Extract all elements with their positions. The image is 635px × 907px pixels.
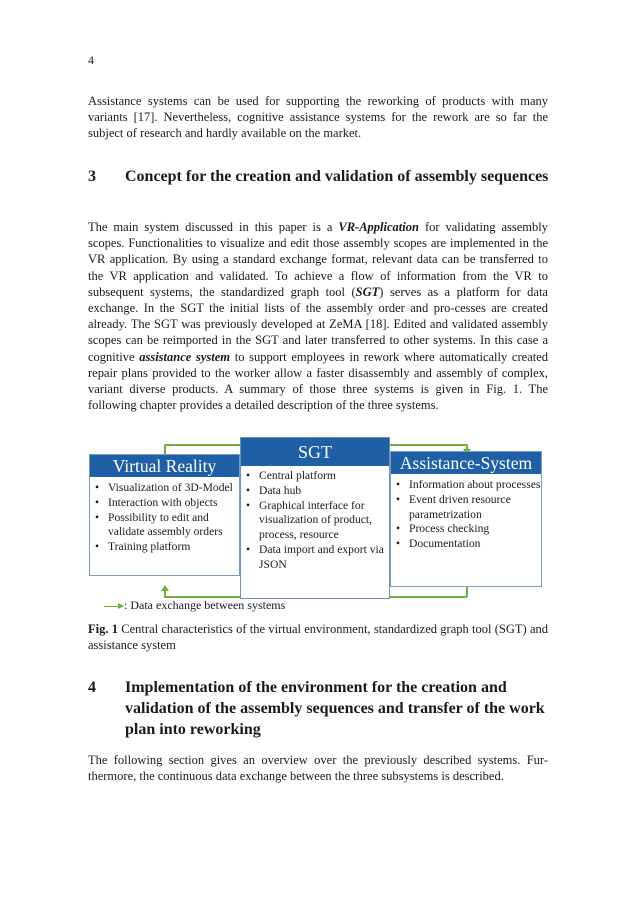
list-item: • Possibility to edit and validate assembly orders [108, 511, 239, 541]
assistance-system-term: assistance system [139, 349, 231, 364]
vr-application-term: VR-Application [338, 220, 419, 234]
section-3-number: 3 [88, 168, 96, 185]
arrow-sgt-to-vr-vertical [164, 590, 166, 597]
list-item: • Documentation [409, 537, 541, 552]
list-item: • Information about processes [409, 478, 541, 493]
paragraph-text: ) serves as a platform for data exchange. In the SGT the initial lists of the assembly order and pro-cesses are created already. The SGT was previously developed at ZeMA [18]. Edited and validated assembly scopes can be reimported in the SGT and later transferred to other systems. In this case a cognitive [88, 284, 548, 364]
sgt-box [240, 437, 390, 599]
section-3-paragraph [88, 219, 548, 413]
section-4-heading [88, 677, 558, 740]
figure-caption [88, 621, 548, 653]
paragraph-text: to support employees in rework where automatically created repair plans provided to the worker allow a faster disassembly and assembly of complex, variant diverse products. A summary of those three systems is given in Fig. 1. The following chapter provides a detailed description of the three systems. [88, 349, 549, 413]
list-item: • Data import and export via JSON [259, 543, 389, 573]
assistance-system-title: Assistance-System [391, 452, 541, 474]
page-number: 4 [88, 53, 94, 67]
list-item: • Graphical interface for visualization of product, process, resource [259, 499, 389, 543]
virtual-reality-list [90, 481, 239, 555]
list-item: • Visualization of 3D-Model [108, 481, 239, 496]
section-3-title: Concept for the creation and validation of assembly sequences [125, 168, 549, 185]
sgt-term: SGT [355, 284, 380, 299]
list-item: • Central platform [259, 469, 389, 484]
arrow-head-up-icon [161, 585, 169, 591]
arrow-right-icon [104, 602, 124, 610]
caption-text: Central characteristics of the virtual environment, standardized graph tool (SGT) and assistance system [88, 622, 549, 653]
arrow-sgt-to-assist-horizontal [390, 444, 467, 446]
sgt-list [241, 469, 389, 573]
list-item: • Data hub [259, 484, 389, 499]
figure-legend [104, 598, 285, 613]
paragraph-text: The main system discussed in this paper is a [88, 220, 339, 234]
list-item: • Training platform [108, 540, 239, 555]
assistance-system-list [391, 478, 541, 552]
section-4-title: Implementation of the environment for the creation and validation of the assembly sequences and transfer of the work plan into reworking [125, 679, 545, 738]
sgt-title: SGT [241, 438, 389, 466]
arrow-vr-to-sgt-horizontal [164, 444, 240, 446]
list-item: • Interaction with objects [108, 496, 239, 511]
section-4-paragraph: The following section gives an overview over the previously described systems. Fur-thermore, the continuous data exchange between the three subsystems is described. [88, 753, 548, 784]
list-item: • Event driven resource parametrization [409, 493, 541, 523]
list-item: • Process checking [409, 522, 541, 537]
section-4-number: 4 [88, 679, 96, 696]
paragraph-text: for validating assembly scopes. Functionalities to visualize and edit those assembly scopes are implemented in the VR application. By using a standard exchange format, relevant data can be transferred to the VR application and validated. To achieve a flow of information from the VR to subsequent systems, the standardized graph tool ( [88, 220, 548, 299]
arrow-assist-to-sgt-horizontal [390, 596, 467, 598]
virtual-reality-title: Virtual Reality [90, 455, 239, 477]
assistance-system-box [390, 451, 542, 587]
section-3-heading [88, 166, 558, 187]
arrow-vr-to-sgt-vertical [164, 444, 166, 454]
legend-text: : Data exchange between systems [124, 598, 286, 612]
virtual-reality-box [89, 454, 240, 576]
caption-label: Fig. 1 [88, 622, 119, 636]
intro-paragraph: Assistance systems can be used for supporting the reworking of products with many variants [17]. Nevertheless, cognitive assistance systems for the rework are so far the subject of research and hardly available on the market. [88, 94, 548, 141]
